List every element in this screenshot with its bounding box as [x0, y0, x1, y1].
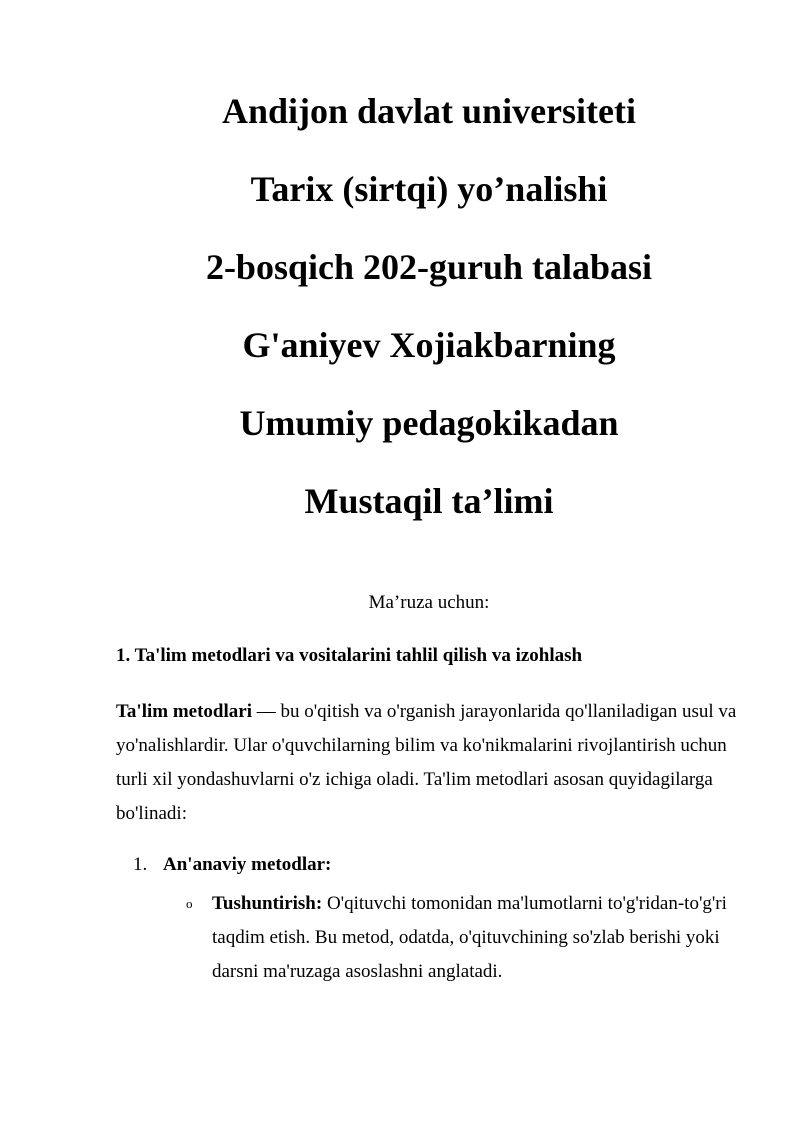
- list-item-label: An'anaviy metodlar:: [163, 854, 332, 875]
- sub-list-item-label: Tushuntirish:: [212, 893, 323, 914]
- paragraph-text: — bu o'qitish va o'rganish jarayonlarida qo'llaniladigan usul va yo'nalishlardir. Ular o'quvchilarning bilim va ko'nikmalarini rivojlantirish uchun turli xil yondashuvlarni o'z ichiga oladi. Ta'lim metodlari asosan quyidagilarga bo'linadi:: [116, 701, 737, 824]
- list-item: [133, 852, 331, 878]
- title-subject: Umumiy pedagokikadan: [239, 403, 619, 443]
- title-student: G'aniyev Xojiakbarning: [242, 325, 616, 365]
- title-work-type: Mustaqil ta’limi: [304, 481, 554, 521]
- title-block: [0, 72, 800, 540]
- title-group: 2-bosqich 202-guruh talabasi: [205, 247, 653, 287]
- intro-paragraph: [116, 695, 756, 831]
- bullet-icon: o: [186, 896, 193, 911]
- title-faculty: Tarix (sirtqi) yo’nalishi: [250, 169, 608, 209]
- sub-list-item: [186, 887, 746, 989]
- section-heading: 1. Ta'lim metodlari va vositalarini tahlil qilish va izohlash: [116, 645, 583, 666]
- sub-list-item-content: [212, 887, 746, 989]
- list-item-number: 1.: [133, 854, 148, 875]
- title-university: Andijon davlat universiteti: [221, 91, 637, 131]
- subtitle: Ma’ruza uchun:: [368, 592, 490, 613]
- paragraph-term: Ta'lim metodlari: [116, 701, 252, 722]
- sub-list-item-text: O'qituvchi tomonidan ma'lumotlarni to'g'ridan-to'g'ri taqdim etish. Bu metod, odatda, o'qituvchining so'zlab berishi yoki darsni ma'ruzaga asoslashni anglatadi.: [212, 893, 727, 982]
